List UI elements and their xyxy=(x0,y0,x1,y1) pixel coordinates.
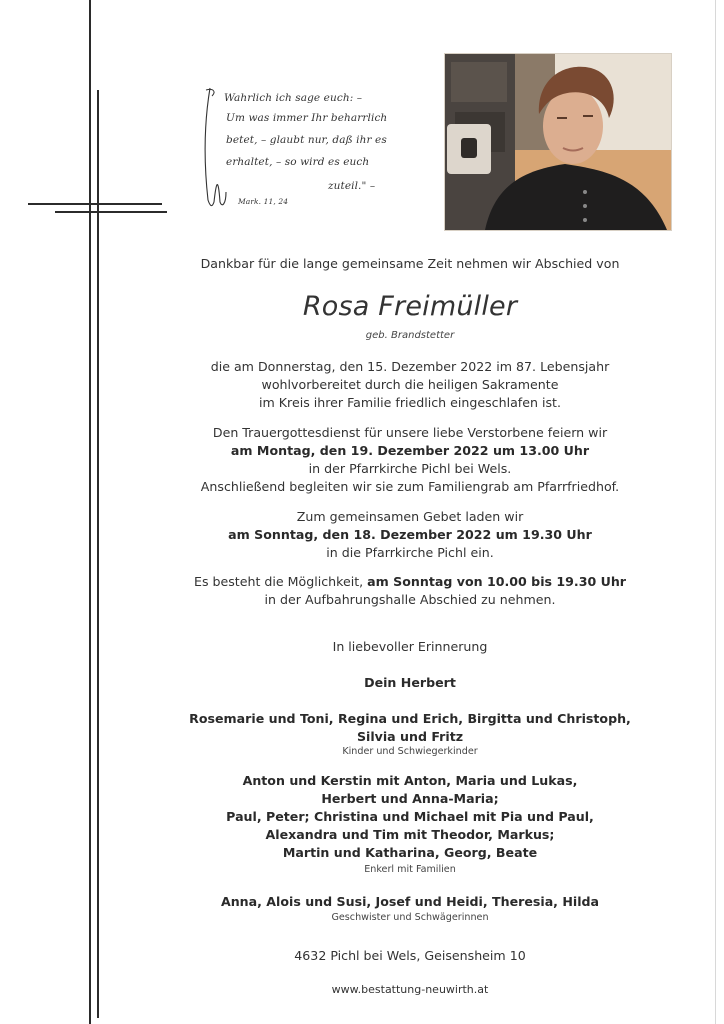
address: 4632 Pichl bei Wels, Geisensheim 10 xyxy=(294,948,526,963)
funeral-date: am Montag, den 19. Dezember 2022 um 13.00 Uhr xyxy=(230,443,590,458)
viewing-info xyxy=(160,573,660,609)
decorative-initial-w-icon xyxy=(196,84,424,224)
mourner-line: Alexandra und Tim mit Theodor, Markus; xyxy=(265,827,555,842)
funeral-info xyxy=(160,424,660,496)
children-names xyxy=(160,710,660,746)
verse-reference: Mark. 11, 24 xyxy=(238,197,289,206)
funeral-intro: Den Trauergottesdienst für unsere liebe Verstorbene feiern wir xyxy=(212,425,608,440)
verse-line: erhaltet, – so wird es euch xyxy=(226,156,370,168)
prayer-date: am Sonntag, den 18. Dezember 2022 um 19.30 Uhr xyxy=(228,527,592,542)
notice-line: die am Donnerstag, den 15. Dezember 2022 im 87. Lebensjahr xyxy=(210,359,610,374)
burial-info: Anschließend begleiten wir sie zum Familiengrab am Pfarrfriedhof. xyxy=(200,479,620,494)
mourner-line: Paul, Peter; Christina und Michael mit Pia und Paul, xyxy=(226,809,594,824)
maiden-name: geb. Brandstetter xyxy=(365,330,455,341)
grandchildren-caption: Enkerl mit Familien xyxy=(364,864,456,875)
prayer-intro: Zum gemeinsamen Gebet laden wir xyxy=(296,509,524,524)
children-caption: Kinder und Schwiegerkinder xyxy=(342,746,478,757)
mourner-line: Martin und Katharina, Georg, Beate xyxy=(282,845,538,860)
mourner-line: Silvia und Fritz xyxy=(356,729,464,744)
viewing-time: am Sonntag von 10.00 bis 19.30 Uhr xyxy=(367,574,627,589)
verse-line: Um was immer Ihr beharrlich xyxy=(226,112,388,124)
verse-line: zuteil." – xyxy=(328,180,376,192)
verse-line: Wahrlich ich sage euch: – xyxy=(224,92,363,104)
verse-line: betet, – glaubt nur, daß ihr es xyxy=(226,134,387,146)
intro-text: Dankbar für die lange gemeinsame Zeit nehmen wir Abschied von xyxy=(200,256,620,271)
deceased-name: Rosa Freimüller xyxy=(302,291,518,322)
bible-verse xyxy=(196,84,424,224)
mourner-line: Anna, Alois und Susi, Josef und Heidi, Theresia, Hilda xyxy=(220,894,600,909)
website-link[interactable]: www.bestattung-neuwirth.at xyxy=(331,983,489,996)
spouse-name: Dein Herbert xyxy=(364,675,456,690)
mourner-line: Herbert und Anna-Maria; xyxy=(321,791,499,806)
mourner-line: Rosemarie und Toni, Regina und Erich, Birgitta und Christoph, xyxy=(189,711,631,726)
funeral-location: in der Pfarrkirche Pichl bei Wels. xyxy=(308,461,512,476)
siblings-caption: Geschwister und Schwägerinnen xyxy=(331,912,489,923)
remembrance-text: In liebevoller Erinnerung xyxy=(332,639,488,654)
viewing-prefix: Es besteht die Möglichkeit, xyxy=(193,574,368,589)
prayer-location: in die Pfarrkirche Pichl ein. xyxy=(326,545,494,560)
notice-line: wohlvorbereitet durch die heiligen Sakramente xyxy=(261,377,559,392)
portrait-photo xyxy=(445,54,671,230)
page-edge xyxy=(715,0,716,1024)
death-notice xyxy=(160,358,660,412)
grandchildren-names xyxy=(160,772,660,862)
notice-line: im Kreis ihrer Familie friedlich eingeschlafen ist. xyxy=(259,395,561,410)
siblings-names xyxy=(160,893,660,911)
mourner-line: Anton und Kerstin mit Anton, Maria und Lukas, xyxy=(242,773,578,788)
prayer-info xyxy=(160,508,660,562)
viewing-location: in der Aufbahrungshalle Abschied zu nehmen. xyxy=(264,592,556,607)
